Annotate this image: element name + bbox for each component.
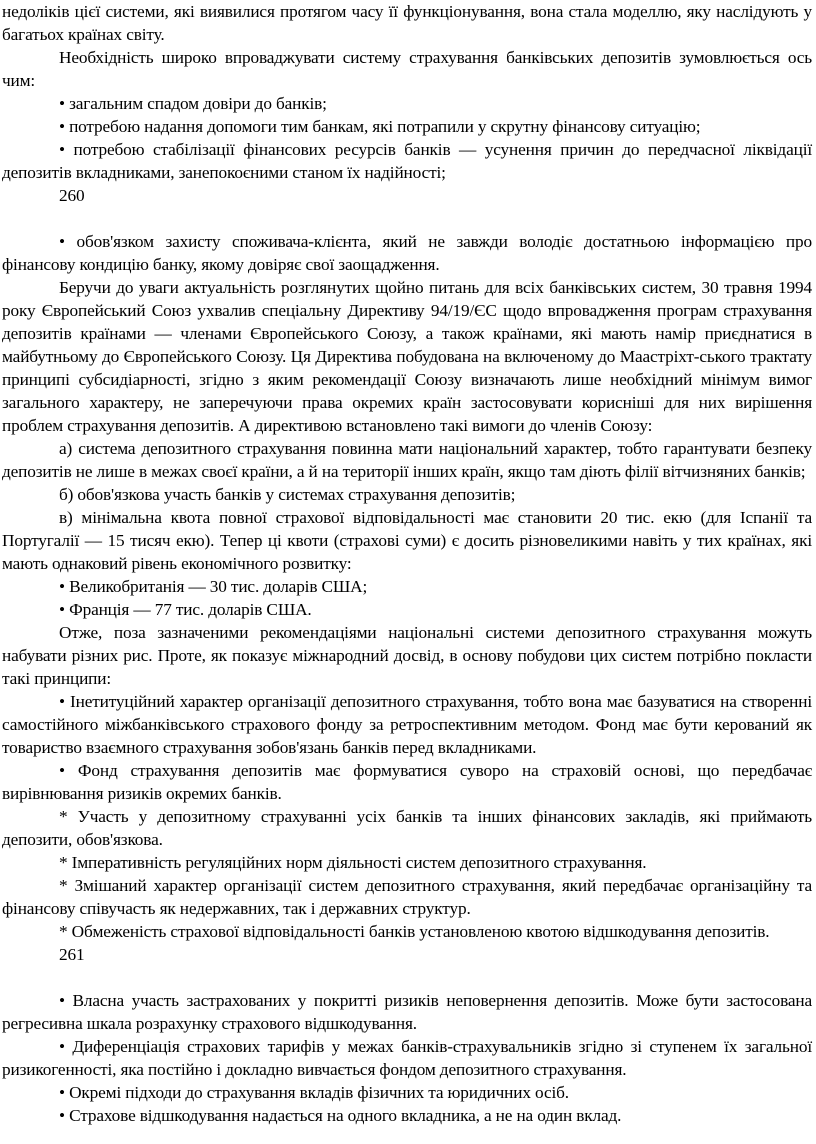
- bullet-fund-formation: • Фонд страхування депозитів має формуватися суворо на страховій основі, що передбачає вирівнювання ризиків окремих банків.: [2, 761, 812, 803]
- item-imperative: * Імперативність регуляційних норм діяльності систем депозитного страхування.: [59, 853, 647, 872]
- paragraph-continuation: недоліків цієї системи, які виявилися протягом часу її функціонування, вона стала моделлю, яку наслідують у багатьох країнах світу.: [2, 2, 812, 44]
- bullet-consumer-protection: • обов'язком захисту споживача-клієнта, який не завжди володіє достатньою інформацією про фінансову кондицію банку, якому довіряє свої заощадження.: [2, 232, 812, 274]
- bullet-separate-approaches: • Окремі підходи до страхування вкладів фізичних та юридичних осіб.: [59, 1083, 569, 1102]
- page-break-gap: [2, 207, 812, 230]
- item-mixed-character: * Змішаний характер організації систем депозитного страхування, який передбачає організаційну та фінансову співучасть як недержавних, так і державних структур.: [2, 876, 812, 918]
- item-b-mandatory: б) обов'язкова участь банків у системах страхування депозитів;: [59, 485, 516, 504]
- bullet-france: • Франція — 77 тис. доларів США.: [59, 600, 312, 619]
- bullet-own-participation: • Власна участь застрахованих у покритті ризиків неповернення депозитів. Може бути застосована регресивна шкала розрахунку страхового відшкодування.: [2, 991, 812, 1033]
- item-c-quota: в) мінімальна квота повної страхової відповідальності має становити 20 тис. екю (для Іспанії та Португалії — 15 тисяч екю). Тепер ці квоти (страхові суми) є досить різновеликими навіть у тих країнах, які мають однаковий рівень економічного розвитку:: [2, 508, 812, 573]
- paragraph-necessity: Необхідність широко впроваджувати систему страхування банківських депозитів зумовлюється ось чим:: [2, 48, 812, 90]
- bullet-tariff-differentiation: • Диференціація страхових тарифів у межах банків-страхувальників згідно зі ступенем їх загальної ризикогенності, яка постійно і докладно вивчається фондом депозитного страхування.: [2, 1037, 812, 1079]
- page-break-gap: [2, 966, 812, 989]
- page-number: 261: [59, 945, 85, 964]
- bullet-stabilization: • потребою стабілізації фінансових ресурсів банків — усунення причин до передчасної ліквідації депозитів вкладниками, занепокоєними станом їх надійності;: [2, 140, 812, 182]
- page-number: 260: [59, 186, 85, 205]
- bullet-trust-decline: • загальним спадом довіри до банків;: [59, 94, 327, 113]
- bullet-per-depositor: • Страхове відшкодування надається на одного вкладника, а не на один вклад.: [59, 1106, 622, 1125]
- paragraph-eu-directive: Беручи до уваги актуальність розглянутих щойно питань для всіх банківських систем, 30 травня 1994 року Європейський Союз ухвалив спеціальну Директиву 94/19/ЄС щодо впровадження програм страхування депозитів країнами — членами Європейського Союзу, а також країнами, які мають намір приєднатися в майбутньому до Європейського Союзу. Ця Директива побудована на включеному до Маастріхт-ського трактату принципі субсидіарності, згідно з яким рекомендації Союзу визначають лише необхідний мінімум вимог загального характеру, не заперечуючи права окремих країн застосовувати корисніші для них вирішення проблем страхування депозитів. А директивою встановлено такі вимоги до членів Союзу:: [2, 278, 812, 435]
- item-participation: * Участь у депозитному страхуванні усіх банків та інших фінансових закладів, які приймають депозити, обов'язкова.: [2, 807, 812, 849]
- item-limited-liability: * Обмеженість страхової відповідальності банків установленою квотою відшкодування депозитів.: [59, 922, 770, 941]
- bullet-uk: • Великобританія — 30 тис. доларів США;: [59, 577, 368, 596]
- bullet-help-banks: • потребою надання допомоги тим банкам, які потрапили у скрутну фінансову ситуацію;: [59, 117, 701, 136]
- bullet-institutional: • Інетитуційний характер організації депозитного страхування, тобто вона має базуватися на створенні самостійного міжбанківського страхового фонду за ретроспективним методом. Фонд має бути керований як товариство взаємного страхування зобов'язань банків перед вкладниками.: [2, 692, 812, 757]
- item-a-national: а) система депозитного страхування повинна мати національний характер, тобто гарантувати безпеку депозитів не лише в межах своєї країни, а й на території інших країн, якщо там діють філії вітчизняних банків;: [2, 439, 812, 481]
- paragraph-principles-intro: Отже, поза зазначеними рекомендаціями національні системи депозитного страхування можуть набувати різних рис. Проте, як показує міжнародний досвід, в основу побудови цих систем потрібно покласти такі принципи:: [2, 623, 812, 688]
